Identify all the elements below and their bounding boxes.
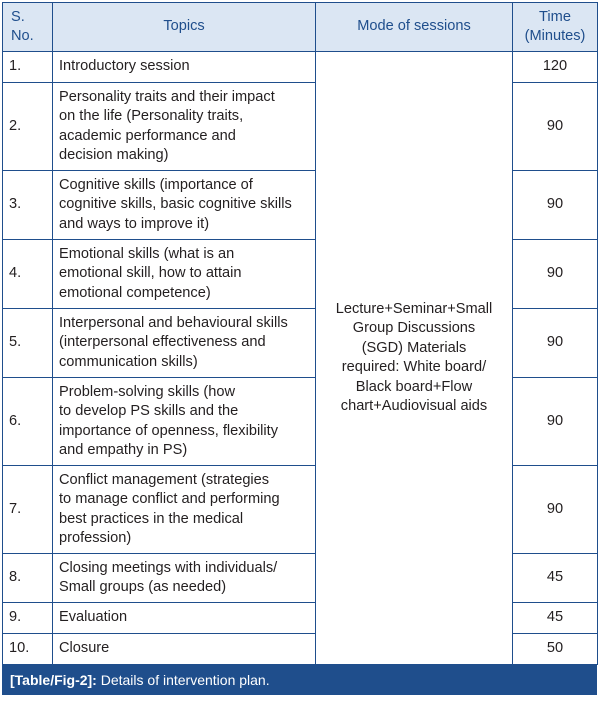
row-topic	[53, 309, 316, 378]
topic-line: profession)	[59, 530, 132, 546]
row-sno: 10.	[3, 634, 53, 665]
table-row	[3, 52, 598, 83]
row-topic	[53, 603, 316, 634]
topic-line: to develop PS skills and the	[59, 403, 239, 419]
header-time	[513, 3, 598, 52]
row-topic	[53, 240, 316, 309]
intervention-plan-table	[2, 2, 598, 665]
row-sno: 4.	[3, 240, 53, 309]
topic-line: Problem-solving skills (how	[59, 383, 235, 400]
row-topic	[53, 634, 316, 665]
row-topic	[53, 171, 316, 240]
topic-line: cognitive skills, basic cognitive skills	[59, 196, 292, 213]
mode-line: required: White board/	[341, 359, 487, 375]
row-topic	[53, 378, 316, 466]
topic-line: on the life (Personality traits,	[59, 108, 244, 124]
topic-line: Interpersonal and behavioural skills	[59, 314, 288, 331]
row-time: 90	[513, 240, 598, 309]
header-time-line-2: (Minutes)	[524, 28, 586, 44]
topic-line: best practices in the medical	[59, 510, 244, 527]
row-time: 90	[513, 171, 598, 240]
row-time: 120	[513, 52, 598, 83]
row-sno: 2.	[3, 83, 53, 171]
mode-line: chart+Audiovisual aids	[340, 398, 488, 414]
topic-line: to manage conflict and performing	[59, 491, 280, 507]
caption-text: Details of intervention plan.	[100, 672, 270, 688]
row-sno: 1.	[3, 52, 53, 83]
topic-line: importance of openness, flexibility	[59, 422, 279, 439]
table-header-row	[3, 3, 598, 52]
header-mode: Mode of sessions	[316, 3, 513, 52]
header-sno	[3, 3, 53, 52]
topic-line: Cognitive skills (importance of	[59, 176, 253, 193]
row-time: 45	[513, 603, 598, 634]
topic-line: emotional competence)	[59, 284, 211, 301]
topic-line: Emotional skills (what is an	[59, 245, 235, 262]
row-sno: 9.	[3, 603, 53, 634]
row-sno: 3.	[3, 171, 53, 240]
table-caption	[2, 665, 597, 695]
row-topic	[53, 466, 316, 554]
topic-line: and ways to improve it)	[59, 215, 210, 232]
topic-line: decision making)	[59, 147, 169, 163]
row-sno: 8.	[3, 554, 53, 603]
topic-line: academic performance and	[59, 127, 236, 144]
row-time: 45	[513, 554, 598, 603]
mode-line: (SGD) Materials	[361, 339, 467, 356]
row-topic	[53, 83, 316, 171]
row-topic	[53, 554, 316, 603]
row-time: 90	[513, 309, 598, 378]
topic-line: and empathy in PS)	[59, 442, 188, 458]
topic-line: Evaluation	[59, 609, 128, 626]
row-time: 90	[513, 83, 598, 171]
topic-line: Introductory session	[59, 58, 190, 75]
row-sno: 6.	[3, 378, 53, 466]
row-sno: 5.	[3, 309, 53, 378]
topic-line: emotional skill, how to attain	[59, 265, 242, 282]
mode-line: Black board+Flow	[355, 378, 473, 395]
row-time: 90	[513, 466, 598, 554]
header-sno-line-1: S.	[11, 8, 25, 25]
topic-line: communication skills)	[59, 353, 198, 370]
header-time-line-1: Time	[539, 8, 571, 25]
topic-line: Conflict management (strategies	[59, 471, 270, 488]
header-sno-line-2: No.	[11, 28, 34, 44]
mode-of-sessions-cell	[316, 52, 513, 665]
mode-line: Lecture+Seminar+Small	[335, 300, 493, 317]
row-topic	[53, 52, 316, 83]
topic-line: Small groups (as needed)	[59, 579, 227, 595]
caption-label: [Table/Fig-2]:	[10, 672, 97, 688]
topic-line: Closure	[59, 640, 110, 657]
topic-line: Personality traits and their impact	[59, 88, 275, 105]
header-topics: Topics	[53, 3, 316, 52]
intervention-table-wrapper	[2, 2, 597, 695]
mode-line: Group Discussions	[352, 320, 476, 336]
topic-line: (interpersonal effectiveness and	[59, 334, 266, 351]
topic-line: Closing meetings with individuals/	[59, 559, 278, 576]
row-time: 90	[513, 378, 598, 466]
row-sno: 7.	[3, 466, 53, 554]
row-time: 50	[513, 634, 598, 665]
